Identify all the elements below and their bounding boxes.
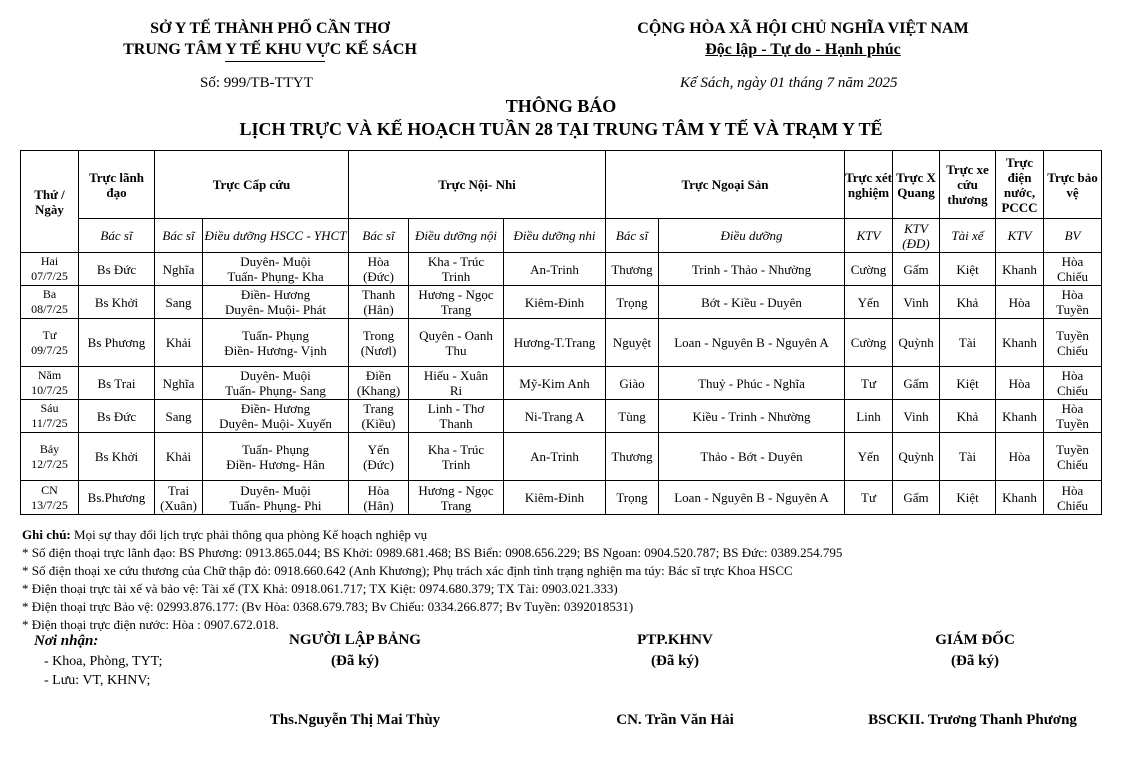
er-doctor-cell: Sang: [155, 286, 203, 319]
signer2-status: (Đã ký): [651, 653, 699, 669]
table-row: [21, 433, 1102, 481]
security-cell: Hòa Chiếu: [1044, 367, 1102, 400]
security-cell: Tuyền Chiếu: [1044, 319, 1102, 367]
peds-nurse-cell: Kiêm-Đinh: [504, 286, 606, 319]
col-internal: Trực Nội- Nhi: [349, 151, 606, 219]
day-cell: Ba 08/7/25: [21, 286, 79, 319]
lab-cell: Cường: [845, 253, 893, 286]
surg-doctor-cell: Giào: [606, 367, 659, 400]
table-row: [21, 400, 1102, 433]
sub-peds-nurse: Điều dưỡng nhi: [504, 219, 606, 253]
er-doctor-cell: Nghĩa: [155, 253, 203, 286]
security-cell: Hòa Tuyền: [1044, 286, 1102, 319]
signer1-name: Ths.Nguyễn Thị Mai Thùy: [269, 712, 441, 728]
day-cell: CN 13/7/25: [21, 481, 79, 515]
leader-cell: Bs Khởi: [79, 286, 155, 319]
table-subheader-row: [21, 219, 1102, 253]
duty-schedule-table: [20, 150, 1102, 515]
peds-nurse-cell: Hương-T.Trang: [504, 319, 606, 367]
surg-doctor-cell: Trọng: [606, 286, 659, 319]
power-cell: Khanh: [996, 400, 1044, 433]
int-nurse-cell: Hiếu - Xuân Ri: [409, 367, 504, 400]
sub-xray: KTV (ĐD): [893, 219, 940, 253]
signer3-name: BSCKII. Trương Thanh Phương: [868, 712, 1077, 728]
peds-nurse-cell: An-Trinh: [504, 433, 606, 481]
lab-cell: Cường: [845, 319, 893, 367]
leader-cell: Bs Đức: [79, 400, 155, 433]
sub-security: BV: [1044, 219, 1102, 253]
peds-nurse-cell: An-Trinh: [504, 253, 606, 286]
lab-cell: Linh: [845, 400, 893, 433]
surg-nurse-cell: Loan - Nguyên B - Nguyên A: [659, 319, 845, 367]
leader-cell: Bs Phương: [79, 319, 155, 367]
peds-nurse-cell: Mỹ-Kim Anh: [504, 367, 606, 400]
power-cell: Khanh: [996, 253, 1044, 286]
int-nurse-cell: Hương - Ngọc Trang: [409, 481, 504, 515]
document-number: Số: 999/TB-TTYT: [200, 75, 313, 91]
notes-section: [22, 526, 842, 634]
int-doctor-cell: Hòa (Hân): [349, 481, 409, 515]
er-nurse-cell: Điền- Hương Duyên- Muội- Xuyến: [203, 400, 349, 433]
col-surgery: Trực Ngoại Sản: [606, 151, 845, 219]
note-line: * Điện thoại trực điện nước: Hòa : 0907.672.018.: [22, 617, 279, 632]
doc-subtitle: LỊCH TRỰC VÀ KẾ HOẠCH TUẦN 28 TẠI TRUNG TÂM Y TẾ VÀ TRẠM Y TẾ: [239, 119, 883, 139]
recipient-item: - Lưu: VT, KHNV;: [44, 673, 151, 688]
lab-cell: Tư: [845, 367, 893, 400]
table-row: [21, 481, 1102, 515]
xray-cell: Quỳnh: [893, 319, 940, 367]
driver-cell: Kiệt: [940, 481, 996, 515]
lab-cell: Tư: [845, 481, 893, 515]
sub-power: KTV: [996, 219, 1044, 253]
power-cell: Hòa: [996, 286, 1044, 319]
note-line: * Số điện thoại trực lãnh đạo: BS Phương: 0913.865.044; BS Khởi: 0989.681.468; BS Biển: 0908.656.229; BS Ngoan: 0904.520.787; BS Đức: 0389.254.795: [22, 545, 843, 560]
power-cell: Hòa: [996, 367, 1044, 400]
col-day: Thứ / Ngày: [21, 151, 79, 253]
note-line: * Điện thoại trực tài xế và bảo vệ: Tài xế (TX Khả: 0918.061.717; TX Kiệt: 0974.680.379; TX Tài: 0903.021.333): [22, 581, 618, 596]
col-emergency: Trực Cấp cứu: [155, 151, 349, 219]
driver-cell: Kiệt: [940, 253, 996, 286]
recipients-label: Nơi nhận:: [34, 633, 99, 649]
table-row: [21, 367, 1102, 400]
sub-int-doctor: Bác sĩ: [349, 219, 409, 253]
col-security: Trực bảo vệ: [1044, 151, 1102, 219]
surg-doctor-cell: Nguyệt: [606, 319, 659, 367]
surg-nurse-cell: Bớt - Kiều - Duyên: [659, 286, 845, 319]
sub-surg-doctor: Bác sĩ: [606, 219, 659, 253]
peds-nurse-cell: Ni-Trang A: [504, 400, 606, 433]
signer3-status: (Đã ký): [951, 653, 999, 669]
col-lab: Trực xét nghiệm: [845, 151, 893, 219]
surg-doctor-cell: Tùng: [606, 400, 659, 433]
sub-int-nurse: Điều dưỡng nội: [409, 219, 504, 253]
security-cell: Hòa Chiếu: [1044, 481, 1102, 515]
center-name: TRUNG TÂM Y TẾ KHU VỰC KẾ SÁCH: [123, 41, 417, 58]
document-date: Kế Sách, ngày 01 tháng 7 năm 2025: [680, 75, 898, 91]
er-nurse-cell: Duyên- Muội Tuấn- Phụng- Kha: [203, 253, 349, 286]
xray-cell: Gấm: [893, 367, 940, 400]
sub-driver: Tài xế: [940, 219, 996, 253]
er-nurse-cell: Tuấn- Phụng Điền- Hương- Hân: [203, 433, 349, 481]
driver-cell: Tài: [940, 433, 996, 481]
er-nurse-cell: Điền- Hương Duyên- Muội- Phát: [203, 286, 349, 319]
peds-nurse-cell: Kiêm-Đinh: [504, 481, 606, 515]
int-doctor-cell: Điền (Khang): [349, 367, 409, 400]
er-doctor-cell: Khải: [155, 433, 203, 481]
table-row: [21, 319, 1102, 367]
sub-leader-doctor: Bác sĩ: [79, 219, 155, 253]
surg-nurse-cell: Thuỷ - Phúc - Nghĩa: [659, 367, 845, 400]
signer1-title: NGƯỜI LẬP BẢNG: [289, 632, 421, 648]
note-line: * Điện thoại trực Bảo vệ: 02993.876.177: (Bv Hòa: 0368.679.783; Bv Chiếu: 0334.266.877; Bv Tuyền: 0392018531): [22, 599, 634, 614]
surg-doctor-cell: Trọng: [606, 481, 659, 515]
col-power: Trực điện nước, PCCC: [996, 151, 1044, 219]
power-cell: Khanh: [996, 319, 1044, 367]
sub-er-doctor: Bác sĩ: [155, 219, 203, 253]
driver-cell: Kiệt: [940, 367, 996, 400]
notes-main-text: Mọi sự thay đổi lịch trực phải thông qua phòng Kế hoạch nghiệp vụ: [70, 527, 428, 542]
security-cell: Hòa Chiếu: [1044, 253, 1102, 286]
int-doctor-cell: Hòa (Đức): [349, 253, 409, 286]
table-row: [21, 253, 1102, 286]
er-nurse-cell: Duyên- Muội Tuấn- Phụng- Sang: [203, 367, 349, 400]
driver-cell: Tài: [940, 319, 996, 367]
xray-cell: Gấm: [893, 253, 940, 286]
surg-nurse-cell: Kiều - Trinh - Nhường: [659, 400, 845, 433]
agency-name: SỞ Y TẾ THÀNH PHỐ CẦN THƠ: [150, 20, 390, 37]
er-doctor-cell: Khải: [155, 319, 203, 367]
notes-label: Ghi chú:: [22, 527, 71, 542]
leader-cell: Bs Đức: [79, 253, 155, 286]
int-nurse-cell: Linh - Thơ Thanh: [409, 400, 504, 433]
int-nurse-cell: Quyên - Oanh Thu: [409, 319, 504, 367]
signer3-title: GIÁM ĐỐC: [935, 632, 1015, 648]
er-nurse-cell: Duyên- Muội Tuấn- Phụng- Phi: [203, 481, 349, 515]
surg-nurse-cell: Loan - Nguyên B - Nguyên A: [659, 481, 845, 515]
day-cell: Tư 09/7/25: [21, 319, 79, 367]
int-doctor-cell: Yến (Đức): [349, 433, 409, 481]
int-nurse-cell: Kha - Trúc Trinh: [409, 253, 504, 286]
doc-title: THÔNG BÁO: [505, 96, 617, 116]
table-header-row: [21, 151, 1102, 219]
lab-cell: Yến: [845, 433, 893, 481]
notes-main: [22, 526, 842, 544]
driver-cell: Khả: [940, 286, 996, 319]
er-doctor-cell: Nghĩa: [155, 367, 203, 400]
day-cell: Năm 10/7/25: [21, 367, 79, 400]
col-leader: Trực lãnh đạo: [79, 151, 155, 219]
signer2-name: CN. Trần Văn Hải: [616, 712, 734, 728]
signer2-title: PTP.KHNV: [637, 632, 713, 648]
xray-cell: Vinh: [893, 286, 940, 319]
sub-er-nurse: Điều dưỡng HSCC - YHCT: [203, 219, 349, 253]
center-name-underline: [225, 61, 325, 62]
security-cell: Tuyền Chiếu: [1044, 433, 1102, 481]
country-name: CỘNG HÒA XÃ HỘI CHỦ NGHĨA VIỆT NAM: [637, 20, 969, 37]
day-cell: Hai 07/7/25: [21, 253, 79, 286]
er-doctor-cell: Trai (Xuân): [155, 481, 203, 515]
surg-doctor-cell: Thương: [606, 253, 659, 286]
xray-cell: Gấm: [893, 481, 940, 515]
recipient-item: - Khoa, Phòng, TYT;: [44, 654, 163, 669]
leader-cell: Bs Khởi: [79, 433, 155, 481]
col-ambulance: Trực xe cứu thương: [940, 151, 996, 219]
day-cell: Sáu 11/7/25: [21, 400, 79, 433]
xray-cell: Vinh: [893, 400, 940, 433]
int-doctor-cell: Trang (Kiều): [349, 400, 409, 433]
int-nurse-cell: Hương - Ngọc Trang: [409, 286, 504, 319]
xray-cell: Quỳnh: [893, 433, 940, 481]
note-line: * Số điện thoại xe cứu thương của Chữ thập đỏ: 0918.660.642 (Anh Khương); Phụ trách xác định tình trạng nghiện ma túy: Bác sĩ trực Khoa HSCC: [22, 563, 793, 578]
surg-nurse-cell: Trinh - Thảo - Nhường: [659, 253, 845, 286]
power-cell: Hòa: [996, 433, 1044, 481]
int-nurse-cell: Kha - Trúc Trinh: [409, 433, 504, 481]
int-doctor-cell: Trong (Nươl): [349, 319, 409, 367]
surg-nurse-cell: Thảo - Bớt - Duyên: [659, 433, 845, 481]
col-xray: Trực X Quang: [893, 151, 940, 219]
sub-lab: KTV: [845, 219, 893, 253]
er-doctor-cell: Sang: [155, 400, 203, 433]
surg-doctor-cell: Thương: [606, 433, 659, 481]
er-nurse-cell: Tuấn- Phụng Điền- Hương- Vịnh: [203, 319, 349, 367]
signer1-status: (Đã ký): [331, 653, 379, 669]
leader-cell: Bs.Phương: [79, 481, 155, 515]
leader-cell: Bs Trai: [79, 367, 155, 400]
sub-surg-nurse: Điều dưỡng: [659, 219, 845, 253]
driver-cell: Khả: [940, 400, 996, 433]
int-doctor-cell: Thanh (Hân): [349, 286, 409, 319]
table-row: [21, 286, 1102, 319]
security-cell: Hòa Tuyền: [1044, 400, 1102, 433]
power-cell: Khanh: [996, 481, 1044, 515]
day-cell: Bảy 12/7/25: [21, 433, 79, 481]
motto: Độc lập - Tự do - Hạnh phúc: [705, 41, 901, 58]
lab-cell: Yến: [845, 286, 893, 319]
